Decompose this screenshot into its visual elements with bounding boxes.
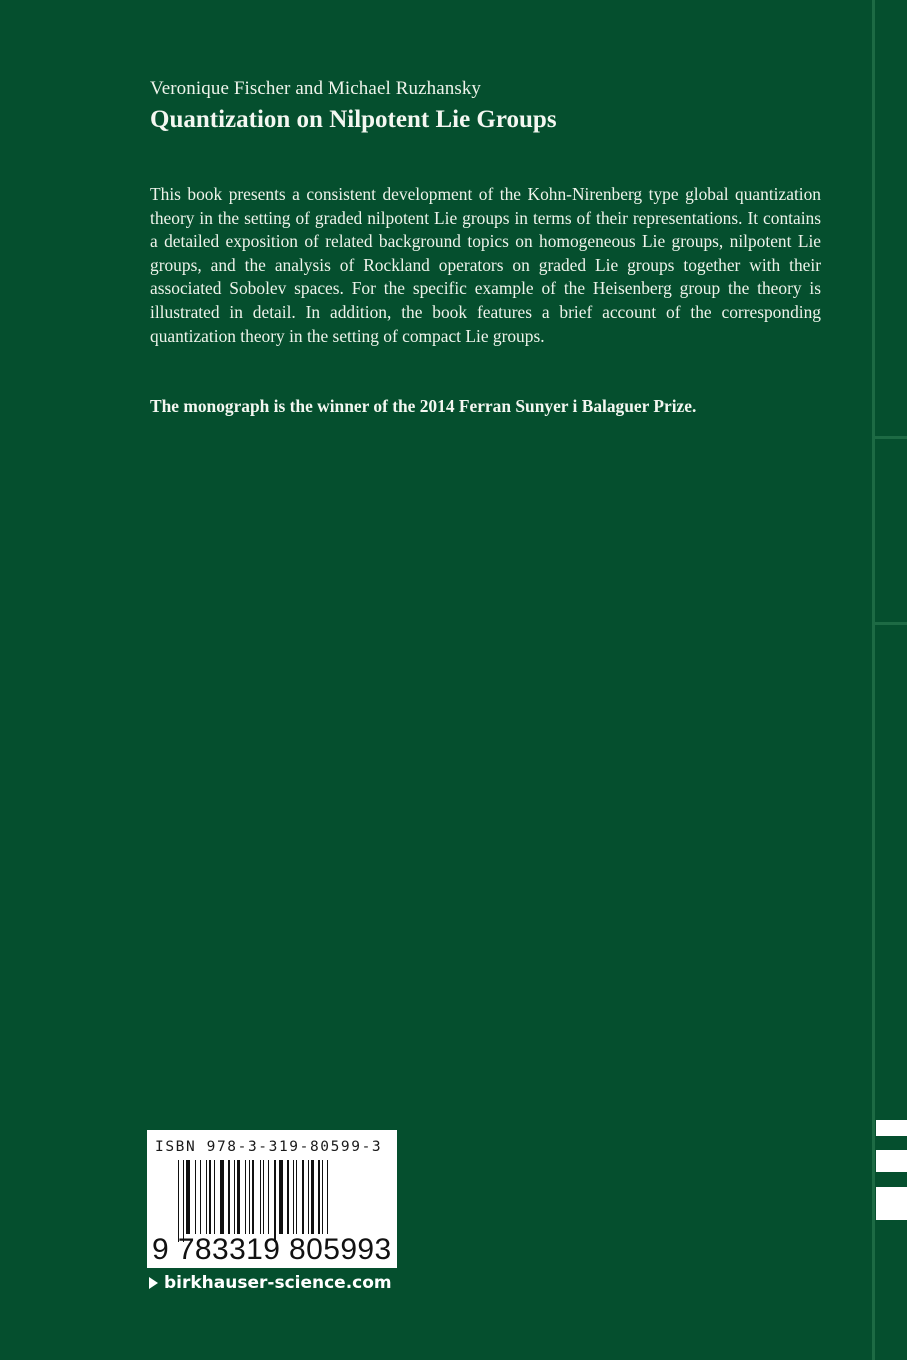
ean-number: 9 783319 805993 bbox=[152, 1233, 392, 1266]
isbn-barcode bbox=[147, 1130, 397, 1268]
series-mark-bar-3 bbox=[876, 1187, 907, 1220]
publisher-website-link[interactable] bbox=[149, 1273, 392, 1293]
series-mark-bar-1 bbox=[876, 1120, 907, 1136]
spine-divider bbox=[872, 0, 875, 1360]
isbn-label: ISBN 978-3-319-80599-3 bbox=[155, 1139, 383, 1155]
book-description: This book presents a consistent development of the Kohn-Nirenberg type global quantization theory in the setting of graded nilpotent Lie groups in terms of their representations. It contains a detailed exposition of related background topics on homogeneous Lie groups, nilpotent Lie groups, and the analysis of Rockland operators on graded Lie groups together with their associated Sobolev spaces. For the specific example of the Heisenberg group the theory is illustrated in detail. In addition, the book features a brief account of the corresponding quantization theory in the setting of compact Lie groups. bbox=[150, 184, 821, 346]
barcode-bars bbox=[178, 1160, 373, 1242]
spine-rule-top bbox=[875, 436, 907, 439]
prize-statement: The monograph is the winner of the 2014 Ferran Sunyer i Balaguer Prize. bbox=[150, 396, 697, 416]
series-mark-bar-2 bbox=[876, 1150, 907, 1172]
authors: Veronique Fischer and Michael Ruzhansky bbox=[150, 78, 482, 99]
publisher-website-text: birkhauser-science.com bbox=[164, 1273, 392, 1293]
triangle-right-icon bbox=[149, 1277, 158, 1289]
book-title: Quantization on Nilpotent Lie Groups bbox=[150, 106, 557, 133]
spine-rule-bottom bbox=[875, 622, 907, 625]
